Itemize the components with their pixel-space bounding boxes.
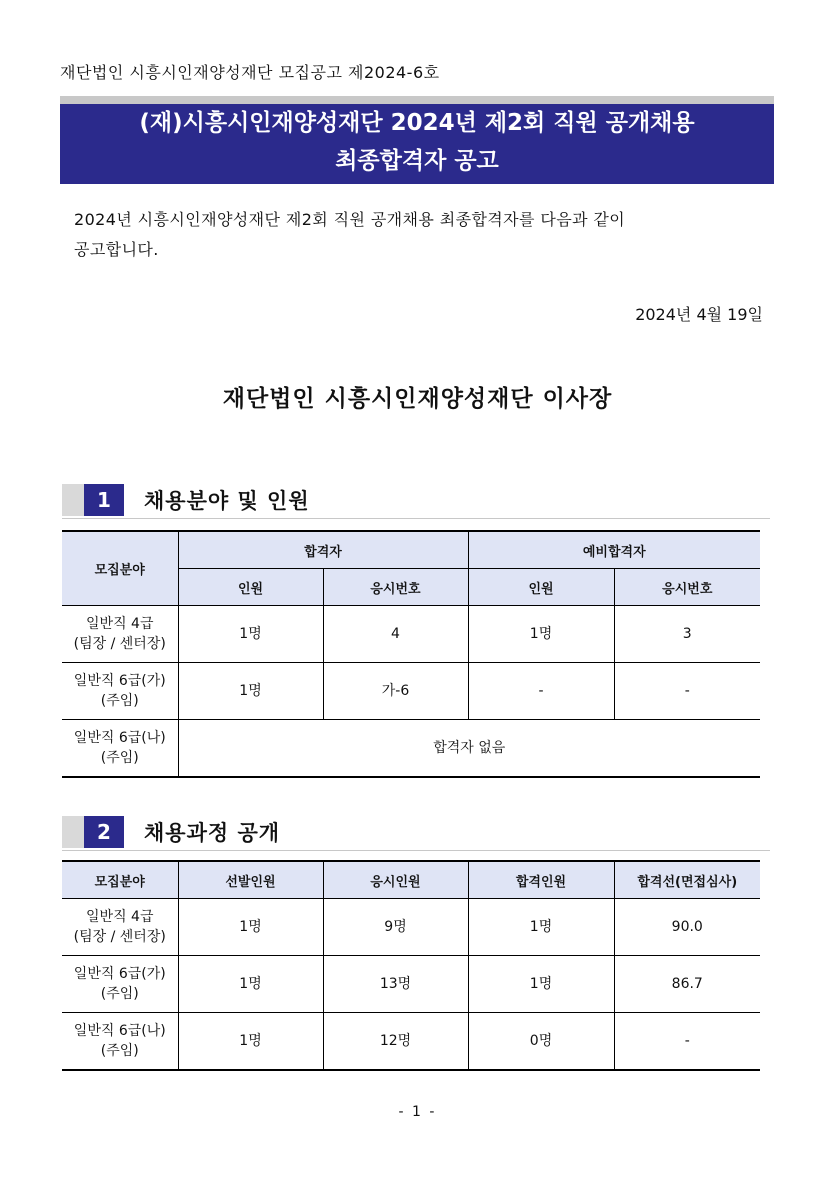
section-2-heading (62, 816, 770, 851)
table-row (62, 663, 760, 720)
cutoff-cell: 90.0 (614, 899, 760, 956)
passed-no-cell: 4 (323, 606, 468, 663)
col-header-reserve-count: 인원 (468, 569, 614, 606)
passed-count-cell: 1명 (178, 606, 323, 663)
field-cell: 일반직 6급(가) (주임) (62, 663, 178, 720)
field-cell: 일반직 6급(나) (주임) (62, 720, 178, 778)
section-1-heading (62, 484, 770, 519)
section-number-shade (62, 484, 124, 516)
selection-cell: 1명 (178, 956, 323, 1013)
col-header-reserve: 예비합격자 (468, 531, 760, 569)
passed-count-cell: 1명 (178, 663, 323, 720)
announcement-date: 2024년 4월 19일 (635, 305, 763, 324)
intro-line-2: 공고합니다. (74, 240, 159, 259)
table-row (62, 720, 760, 778)
table-row (62, 899, 760, 956)
reserve-no-cell: - (614, 663, 760, 720)
col-header-field: 모집분야 (62, 531, 178, 606)
no-passers-note: 합격자 없음 (178, 720, 760, 778)
col-header-passed: 합격인원 (468, 861, 614, 899)
field-cell: 일반직 6급(나) (주임) (62, 1013, 178, 1071)
table-row (62, 1013, 760, 1071)
section-number: 2 (84, 816, 124, 848)
field-cell: 일반직 4급 (팀장 / 센터장) (62, 606, 178, 663)
section-title: 채용분야 및 인원 (144, 489, 310, 513)
cutoff-cell: 86.7 (614, 956, 760, 1013)
passed-cell: 0명 (468, 1013, 614, 1071)
intro-line-1: 2024년 시흥시인재양성재단 제2회 직원 공개채용 최종합격자를 다음과 같이 (74, 210, 626, 229)
col-header-field: 모집분야 (62, 861, 178, 899)
selection-cell: 1명 (178, 899, 323, 956)
col-header-selection: 선발인원 (178, 861, 323, 899)
applicants-cell: 12명 (323, 1013, 468, 1071)
section-title: 채용과정 공개 (144, 821, 281, 845)
intro-paragraph (74, 205, 754, 265)
col-header-applicants: 응시인원 (323, 861, 468, 899)
process-table (62, 860, 760, 1071)
applicants-cell: 9명 (323, 899, 468, 956)
field-cell: 일반직 4급 (팀장 / 센터장) (62, 899, 178, 956)
cutoff-cell: - (614, 1013, 760, 1071)
field-cell: 일반직 6급(가) (주임) (62, 956, 178, 1013)
passed-no-cell: 가-6 (323, 663, 468, 720)
reserve-count-cell: - (468, 663, 614, 720)
col-header-passed-exam-no: 응시번호 (323, 569, 468, 606)
passed-cell: 1명 (468, 956, 614, 1013)
title-shade-bar (60, 96, 774, 104)
signer: 재단법인 시흥시인재양성재단 이사장 (222, 386, 613, 412)
applicants-cell: 13명 (323, 956, 468, 1013)
table-row (62, 956, 760, 1013)
title-box (60, 104, 774, 184)
passed-cell: 1명 (468, 899, 614, 956)
page-number: - 1 - (398, 1104, 437, 1120)
recruitment-table (62, 530, 760, 778)
reserve-no-cell: 3 (614, 606, 760, 663)
table-row (62, 606, 760, 663)
title-banner (60, 96, 774, 186)
col-header-passed-count: 인원 (178, 569, 323, 606)
section-number-shade (62, 816, 124, 848)
section-number: 1 (84, 484, 124, 516)
title-line-2: 최종합격자 공고 (335, 148, 499, 174)
col-header-cutoff: 합격선(면접심사) (614, 861, 760, 899)
col-header-reserve-exam-no: 응시번호 (614, 569, 760, 606)
document-number: 재단법인 시흥시인재양성재단 모집공고 제2024-6호 (60, 63, 440, 82)
title-line-1: (재)시흥시인재양성재단 2024년 제2회 직원 공개채용 (139, 110, 695, 136)
reserve-count-cell: 1명 (468, 606, 614, 663)
col-header-passed: 합격자 (178, 531, 468, 569)
selection-cell: 1명 (178, 1013, 323, 1071)
